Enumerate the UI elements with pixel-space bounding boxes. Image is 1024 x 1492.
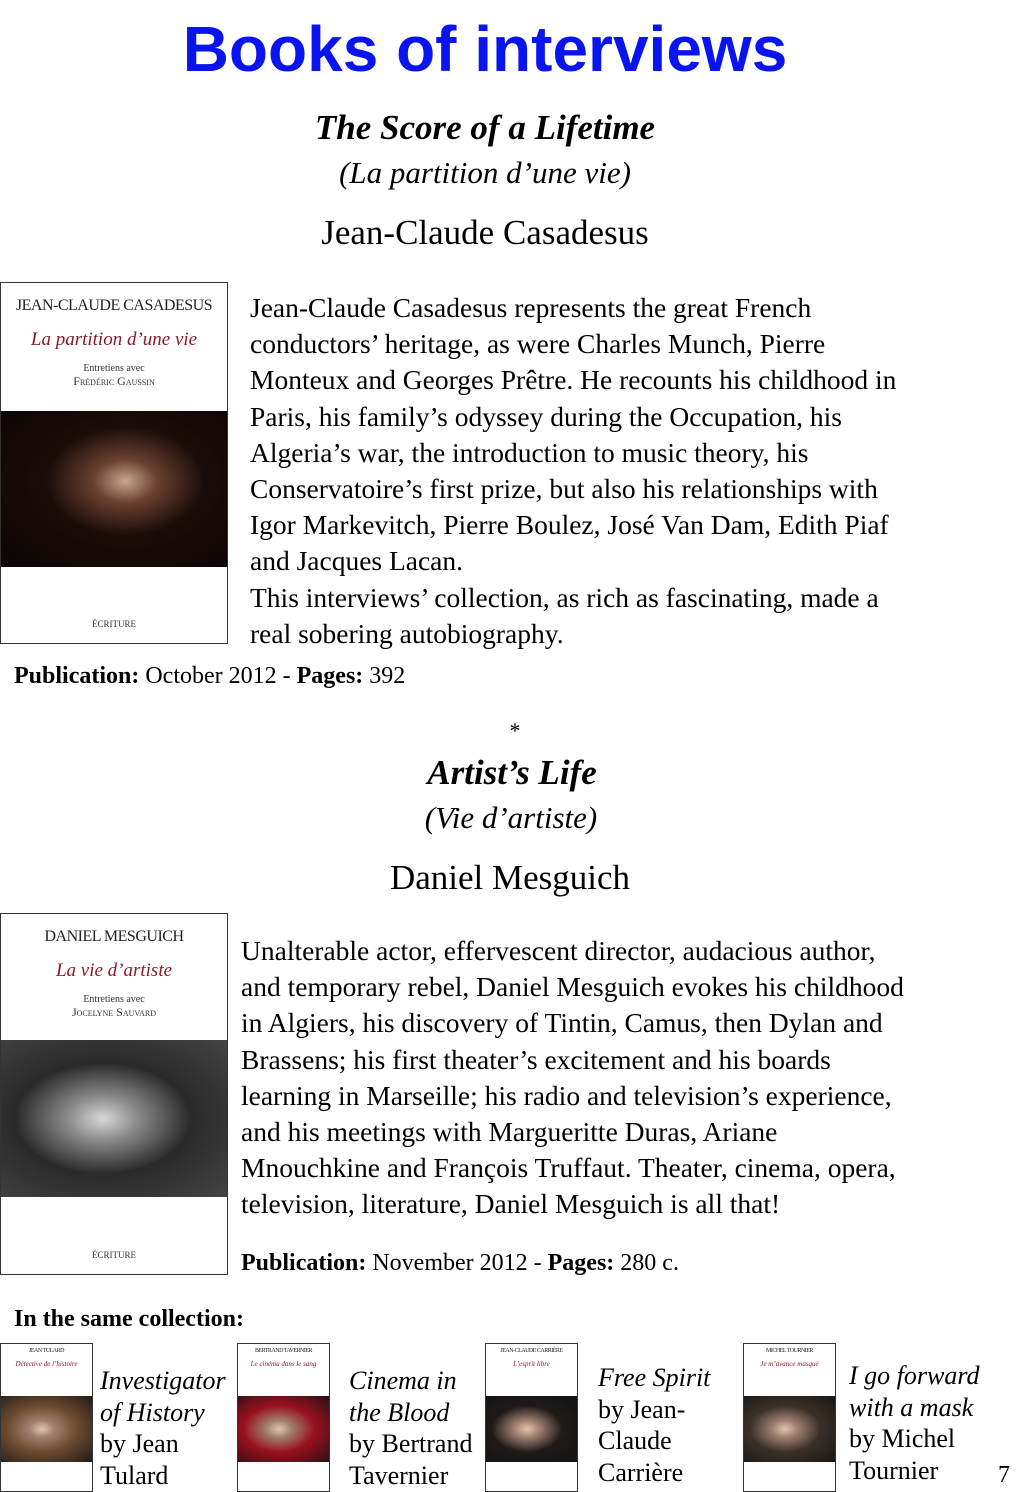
publication-label: Publication: <box>241 1250 367 1276</box>
desc-line: and his meetings with Margueritte Duras, Ariane <box>241 1116 778 1148</box>
collection-item-title: Investigator <box>100 1366 226 1395</box>
book2-title: Artist’s Life <box>427 753 597 792</box>
cover-author: MICHEL TOURNIER <box>766 1348 813 1354</box>
book1-author: Jean-Claude Casadesus <box>321 213 649 252</box>
collection-item-author: Carrière <box>598 1457 684 1487</box>
cover-publisher: ÉCRITURE <box>92 1250 136 1260</box>
publication-date: October 2012 - <box>139 663 297 689</box>
collection-cover <box>237 1343 330 1492</box>
collection-item-text <box>598 1362 710 1488</box>
collection-item-title: the Blood <box>349 1397 450 1427</box>
cover-author: DANIEL MESGUICH <box>44 928 184 945</box>
cover-photo <box>1 411 227 567</box>
pages-value: 280 c. <box>614 1250 679 1276</box>
desc-line: in Algiers, his discovery of Tintin, Camus, then Dylan and <box>241 1007 883 1039</box>
desc-line: Unalterable actor, effervescent director, audacious author, <box>241 935 876 966</box>
cover-title: Détective de l’histoire <box>15 1360 78 1368</box>
pages-label: Pages: <box>296 663 364 689</box>
collection-item-author: by Michel <box>849 1424 956 1453</box>
desc-line: learning in Marseille; his radio and television’s experience, <box>241 1079 892 1111</box>
book2-publication <box>241 1250 679 1277</box>
desc-line: Brassens; his first theater’s excitement and his boards <box>241 1043 831 1075</box>
desc-line: Igor Markevitch, Pierre Boulez, José Van Dam, Edith Piaf <box>250 509 889 541</box>
book2-cover <box>0 913 228 1275</box>
cover-author: JEAN-CLAUDE CASADESUS <box>15 297 213 314</box>
cover-photo <box>238 1396 329 1462</box>
collection-item-text <box>100 1365 226 1491</box>
book1-title: The Score of a Lifetime <box>314 108 656 147</box>
cover-interviewer: Frédéric Gaussin <box>73 374 155 388</box>
book1-cover <box>0 282 228 644</box>
desc-line: television, literature, Daniel Mesguich is all that! <box>241 1188 781 1220</box>
book1-description <box>250 290 1010 652</box>
collection-item-author: Tulard <box>100 1460 169 1490</box>
collection-item-author: Claude <box>598 1426 672 1455</box>
collection-item-title: with a mask <box>849 1392 974 1422</box>
collection-item-title: I go forward <box>849 1361 980 1390</box>
cover-author: JEAN-CLAUDE CARRIÈRE <box>500 1348 563 1354</box>
collection-item-author: by Jean- <box>598 1394 686 1424</box>
collection-item-title: of History <box>100 1397 205 1427</box>
collection-item-author: Tournier <box>849 1455 939 1485</box>
separator: * <box>509 718 521 743</box>
collection-item-text <box>349 1365 472 1491</box>
desc-line: real sobering autobiography. <box>250 617 564 649</box>
collection-item-author: by Jean <box>100 1429 179 1458</box>
collection-item-text <box>849 1360 980 1486</box>
collection-cover <box>485 1343 578 1492</box>
collection-item-author: Tavernier <box>349 1460 449 1490</box>
desc-line: conductors’ heritage, as were Charles Munch, Pierre <box>250 328 826 360</box>
collection-cover <box>0 1343 93 1492</box>
pages-label: Pages: <box>547 1250 615 1276</box>
collection-item-title: Free Spirit <box>598 1363 711 1392</box>
cover-photo <box>1 1040 227 1197</box>
desc-line: Mnouchkine and François Truffaut. Theater, cinema, opera, <box>241 1152 896 1184</box>
desc-line: Paris, his family’s odyssey during the Occupation, his <box>250 400 842 432</box>
cover-publisher: ÉCRITURE <box>92 619 136 629</box>
cover-photo <box>486 1396 577 1462</box>
desc-line: Monteux and Georges Prêtre. He recounts his childhood in <box>250 364 897 396</box>
page-title: Books of interviews <box>182 13 788 85</box>
cover-author: BERTRAND TAVERNIER <box>254 1348 313 1354</box>
desc-line: Jean-Claude Casadesus represents the great French <box>250 292 812 323</box>
collection-heading: In the same collection: <box>14 1306 244 1332</box>
book2-description <box>241 933 1011 1223</box>
cover-interview-label: Entretiens avec <box>83 994 145 1005</box>
book1-original-title: (La partition d’une vie) <box>339 155 631 190</box>
desc-line: and temporary rebel, Daniel Mesguich evokes his childhood <box>241 971 904 1003</box>
cover-interviewer: Jocelyne Sauvard <box>71 1005 157 1019</box>
page-number: 7 <box>998 1462 1010 1488</box>
cover-photo <box>1 1396 92 1462</box>
desc-line: This interviews’ collection, as rich as fascinating, made a <box>250 581 879 613</box>
cover-interview-label: Entretiens avec <box>83 363 145 374</box>
book1-publication <box>14 663 405 690</box>
book2-original-title: (Vie d’artiste) <box>424 800 598 835</box>
publication-label: Publication: <box>14 663 140 689</box>
cover-title: La partition d’une vie <box>30 329 198 350</box>
cover-title: Le cinéma dans le sang <box>250 1360 317 1368</box>
collection-item-author: by Bertrand <box>349 1429 473 1458</box>
desc-line: Algeria’s war, the introduction to music theory, his <box>250 436 809 468</box>
publication-date: November 2012 - <box>366 1250 548 1276</box>
desc-line: and Jacques Lacan. <box>250 545 464 577</box>
cover-title: L’esprit libre <box>513 1360 550 1368</box>
desc-line: Conservatoire’s first prize, but also his relationships with <box>250 473 878 505</box>
cover-title: Je m’avance masqué <box>760 1360 819 1368</box>
collection-cover <box>743 1343 836 1492</box>
pages-value: 392 <box>363 663 406 689</box>
collection-item-title: Cinema in <box>349 1366 457 1395</box>
cover-photo <box>744 1396 835 1462</box>
book2-author: Daniel Mesguich <box>389 858 631 897</box>
cover-title: La vie d’artiste <box>55 960 173 981</box>
cover-author: JEAN TULARD <box>29 1348 64 1354</box>
